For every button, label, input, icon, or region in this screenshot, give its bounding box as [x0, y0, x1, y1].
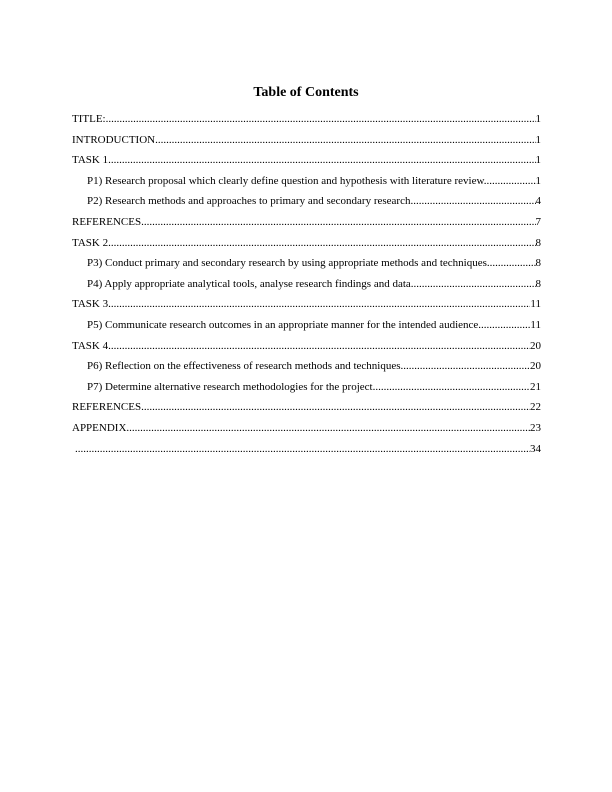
toc-entry-task-4[interactable]	[72, 339, 541, 360]
toc-entry-references[interactable]	[72, 215, 541, 236]
toc-entry-task-1[interactable]	[72, 153, 541, 174]
toc-entry-p7[interactable]	[72, 380, 541, 401]
toc-entry-page: 1	[535, 174, 541, 187]
toc-entry-page: 1	[535, 113, 541, 125]
toc-entry-untitled[interactable]	[72, 442, 541, 463]
toc-entry-label: TASK 2	[72, 236, 109, 249]
toc-leader-dots	[401, 359, 531, 373]
toc-leader-dots	[486, 174, 535, 188]
toc-entry-label: REFERENCES	[72, 215, 142, 228]
toc-entry-page: 22	[530, 401, 541, 414]
toc-entry-label: P4) Apply appropriate analytical tools, analyse research findings and data	[87, 277, 411, 290]
toc-leader-dots	[155, 133, 535, 147]
toc-entry-label: P6) Reflection on the effectiveness of research methods and techniques	[87, 360, 401, 373]
toc-entry-task-2[interactable]	[72, 236, 541, 257]
toc-entry-page: 1	[535, 154, 541, 167]
toc-leader-dots	[410, 194, 535, 208]
toc-leader-dots	[75, 442, 530, 456]
toc-entry-label: TASK 3	[72, 298, 109, 311]
toc-entry-label: REFERENCES	[72, 401, 142, 414]
toc-entry-page: 20	[530, 339, 541, 352]
toc-entry-page: 11	[530, 298, 541, 311]
toc-entry-label: P1) Research proposal which clearly define question and hypothesis with literature review.	[87, 174, 487, 187]
toc-entry-label: P5) Communicate research outcomes in an appropriate manner for the intended audience	[87, 318, 479, 331]
toc-entry-page: 7	[535, 215, 541, 228]
toc-entry-label: APPENDIX	[72, 421, 127, 434]
toc-entry-p1[interactable]	[72, 174, 541, 195]
toc-entry-p4[interactable]	[72, 277, 541, 298]
toc-entry-label: TASK 4	[72, 339, 109, 352]
toc-leader-dots	[106, 112, 536, 126]
toc-leader-dots	[108, 297, 530, 311]
toc-entry-p3[interactable]	[72, 256, 541, 277]
toc-leader-dots	[126, 421, 530, 435]
toc-entry-page: 21	[530, 380, 541, 393]
toc-entry-page: 4	[535, 195, 541, 208]
toc-entry-p5[interactable]	[72, 318, 541, 339]
toc-leader-dots	[478, 318, 530, 332]
toc-list	[72, 112, 541, 462]
toc-leader-dots	[141, 400, 530, 414]
toc-entry-label: P7) Determine alternative research methodologies for the project	[87, 380, 373, 393]
toc-leader-dots	[411, 277, 536, 291]
toc-entry-page: 8	[535, 236, 541, 249]
toc-leader-dots	[108, 236, 535, 250]
toc-leader-dots	[141, 215, 535, 229]
toc-entry-p6[interactable]	[72, 359, 541, 380]
toc-entry-page: 8	[535, 257, 541, 270]
toc-entry-label: P3) Conduct primary and secondary research by using appropriate methods and techniques	[87, 257, 487, 270]
toc-entry-page: 20	[530, 360, 541, 373]
toc-entry-label: TASK 1	[72, 154, 109, 167]
toc-entry-label: TITLE:	[72, 113, 106, 125]
toc-entry-task-3[interactable]	[72, 297, 541, 318]
toc-entry-p2[interactable]	[72, 194, 541, 215]
toc-leader-dots	[487, 256, 536, 270]
toc-entry-appendix[interactable]	[72, 421, 541, 442]
toc-leader-dots	[373, 380, 530, 394]
toc-heading: Table of Contents	[253, 85, 359, 100]
toc-entry-page: 34	[530, 442, 541, 455]
toc-entry-page: 23	[530, 421, 541, 434]
toc-entry-page: 8	[535, 277, 541, 290]
toc-leader-dots	[108, 339, 530, 353]
toc-entry-page: 1	[535, 133, 541, 146]
toc-leader-dots	[108, 153, 535, 167]
toc-entry-title[interactable]	[72, 112, 541, 133]
toc-entry-references-2[interactable]	[72, 400, 541, 421]
toc-entry-introduction[interactable]	[72, 133, 541, 154]
toc-entry-page: 11	[530, 318, 541, 331]
toc-entry-label: INTRODUCTION	[72, 133, 156, 146]
toc-entry-label: P2) Research methods and approaches to primary and secondary research	[87, 195, 411, 208]
